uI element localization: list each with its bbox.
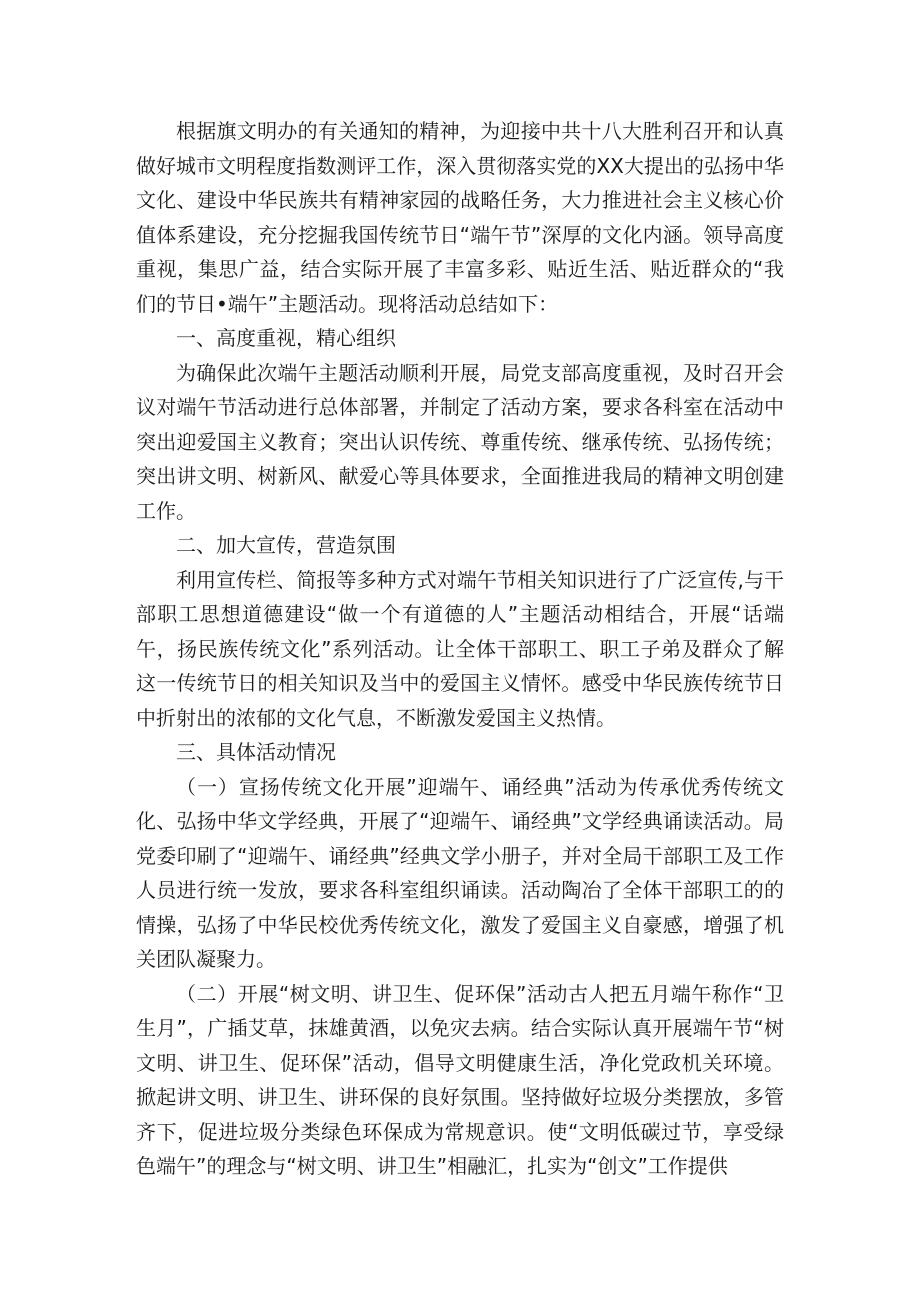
- subsection-2-paragraph: （二）开展“树文明、讲卫生、促环保”活动古人把五月端午称作“卫生月”，广插艾草，抹雄黄酒，以免灾去病。结合实际认真开展端午节“树文明、讲卫生、促环保”活动，倡导文明健康生活，净化党政机关环境。掀起讲文明、讲卫生、讲环保的良好氛围。坚持做好垃圾分类摆放，多管齐下，促进垃圾分类绿色环保成为常规意识。使“文明低碳过节，享受绿色端午”的理念与“树文明、讲卫生”相融汇，扎实为“创文”工作提供: [136, 981, 784, 1178]
- section-heading-3: 三、具体活动情况: [176, 740, 336, 764]
- document-body: [136, 114, 784, 1184]
- intro-paragraph: 根据旗文明办的有关通知的精神，为迎接中共十八大胜利召开和认真做好城市文明程度指数测评工作，深入贯彻落实党的XX大提出的弘扬中华文化、建设中华民族共有精神家园的战略任务，大力推进社会主义核心价值体系建设，充分挖掘我国传统节日“端午节”深厚的文化内涵。领导高度重视，集思广益，结合实际开展了丰富多彩、贴近生活、贴近群众的“我们的节日•端午”主题活动。现将活动总结如下：: [136, 119, 784, 316]
- section-2-paragraph: 利用宣传栏、简报等多种方式对端午节相关知识进行了广泛宣传,与干部职工思想道德建设“做一个有道德的人”主题活动相结合，开展“话端午，扬民族传统文化”系列活动。让全体干部职工、职工子弟及群众了解这一传统节日的相关知识及当中的爱国主义情怀。感受中华民族传统节日中折射出的浓郁的文化气息，不断激发爱国主义热情。: [136, 567, 784, 730]
- section-heading-2: 二、加大宣传，营造氛围: [176, 533, 396, 557]
- subsection-1-paragraph: （一）宣扬传统文化开展”迎端午、诵经典”活动为传承优秀传统文化、弘扬中华文学经典，开展了“迎端午、诵经典”文学经典诵读活动。局党委印刷了“迎端午、诵经典”经典文学小册子，并对全局干部职工及工作人员进行统一发放，要求各科室组织诵读。活动陶冶了全体干部职工的的情操，弘扬了中华民校优秀传统文化，激发了爱国主义自豪感，增强了机关团队凝聚力。: [136, 774, 784, 971]
- section-heading-1: 一、高度重视，精心组织: [176, 326, 396, 350]
- section-1-paragraph: 为确保此次端午主题活动顺利开展，局党支部高度重视，及时召开会议对端午节活动进行总体部署，并制定了活动方案，要求各科室在活动中突出迎爱国主义教育；突出认识传统、尊重传统、继承传统、弘扬传统；突出讲文明、树新风、献爱心等具体要求，全面推进我局的精神文明创建工作。: [136, 360, 784, 523]
